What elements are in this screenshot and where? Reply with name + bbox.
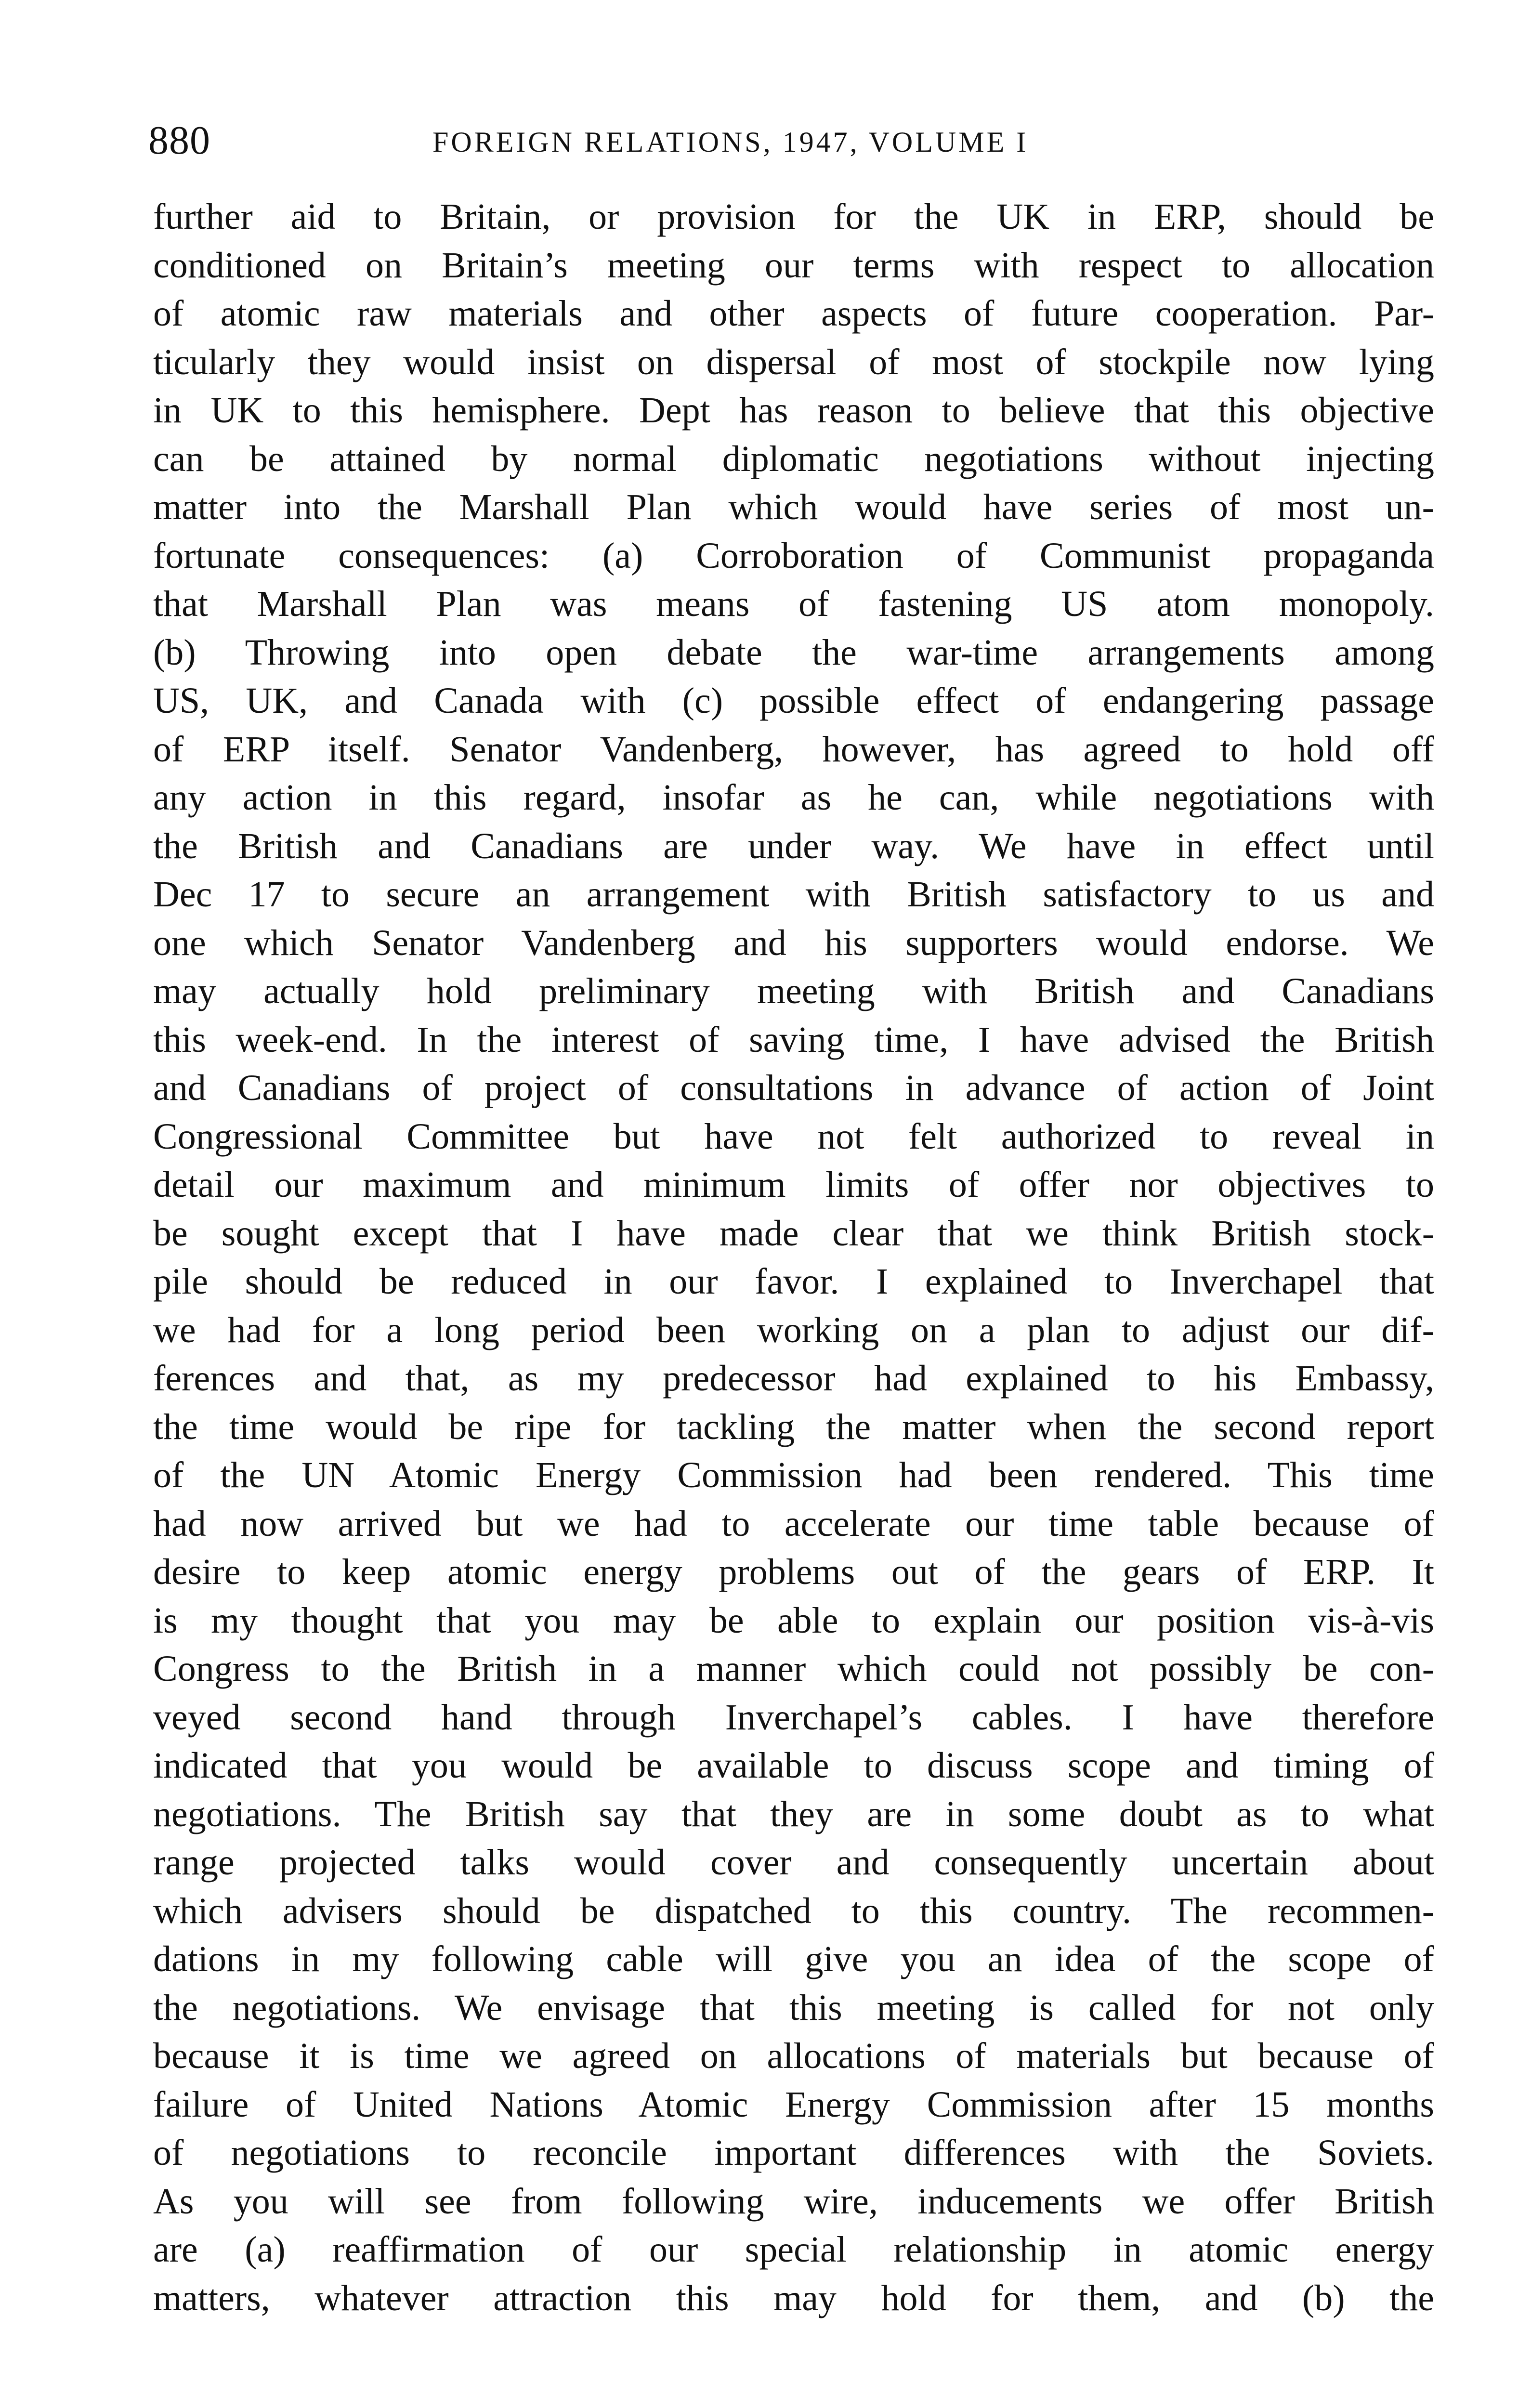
text-line: any action in this regard, insofar as he can, while negotiations with: [153, 777, 1434, 818]
text-line: of the UN Atomic Energy Commission had been rendered. This time: [153, 1455, 1434, 1495]
text-line: of ERP itself. Senator Vandenberg, however, has agreed to hold off: [153, 729, 1434, 770]
text-line: is my thought that you may be able to explain our position vis-à-vis: [153, 1600, 1434, 1641]
text-line: the time would be ripe for tackling the matter when the second report: [153, 1406, 1434, 1447]
text-line: As you will see from following wire, inducements we offer British: [153, 2181, 1434, 2222]
text-line: veyed second hand through Inverchapel’s cables. I have therefore: [153, 1697, 1434, 1738]
text-line: fortunate consequences: (a) Corroboration of Communist propaganda: [153, 535, 1434, 576]
text-line: this week-end. In the interest of saving time, I have advised the British: [153, 1019, 1434, 1060]
text-line: in UK to this hemisphere. Dept has reason to believe that this objective: [153, 390, 1434, 431]
text-line: dations in my following cable will give you an idea of the scope of: [153, 1939, 1434, 1979]
text-line: Dec 17 to secure an arrangement with British satisfactory to us and: [153, 874, 1434, 915]
text-line: ferences and that, as my predecessor had explained to his Embassy,: [153, 1358, 1434, 1399]
text-line: desire to keep atomic energy problems out of the gears of ERP. It: [153, 1552, 1434, 1592]
text-line: further aid to Britain, or provision for the UK in ERP, should be: [153, 196, 1434, 237]
text-line: of atomic raw materials and other aspects of future cooperation. Par-: [153, 293, 1434, 334]
text-line: be sought except that I have made clear that we think British stock-: [153, 1213, 1434, 1254]
text-line: Congressional Committee but have not felt authorized to reveal in: [153, 1116, 1434, 1157]
text-line: (b) Throwing into open debate the war-time arrangements among: [153, 632, 1434, 673]
text-line: which advisers should be dispatched to this country. The recommen-: [153, 1890, 1434, 1931]
text-line: that Marshall Plan was means of fastening US atom monopoly.: [153, 584, 1434, 624]
text-line: ticularly they would insist on dispersal of most of stockpile now lying: [153, 341, 1434, 382]
text-line: because it is time we agreed on allocations of materials but because of: [153, 2036, 1434, 2076]
running-head: [148, 112, 1434, 170]
text-line: we had for a long period been working on a plan to adjust our dif-: [153, 1309, 1434, 1350]
text-line: of negotiations to reconcile important differences with the Soviets.: [153, 2133, 1434, 2173]
text-line: negotiations. The British say that they are in some doubt as to what: [153, 1793, 1434, 1834]
text-line: and Canadians of project of consultations in advance of action of Joint: [153, 1068, 1434, 1108]
text-line: range projected talks would cover and consequently uncertain about: [153, 1842, 1434, 1883]
text-line: had now arrived but we had to accelerate our time table because of: [153, 1503, 1434, 1544]
running-head-title: FOREIGN RELATIONS, 1947, VOLUME I: [432, 126, 1029, 158]
text-line: matters, whatever attraction this may hold for them, and (b) the: [153, 2277, 1434, 2318]
text-line: conditioned on Britain’s meeting our terms with respect to allocation: [153, 245, 1434, 286]
text-line: failure of United Nations Atomic Energy Commission after 15 months: [153, 2084, 1434, 2125]
page-number: 880: [148, 118, 210, 163]
text-line: indicated that you would be available to discuss scope and timing of: [153, 1745, 1434, 1786]
text-line: matter into the Marshall Plan which would have series of most un-: [153, 487, 1434, 527]
text-line: the negotiations. We envisage that this meeting is called for not only: [153, 1987, 1434, 2028]
text-line: may actually hold preliminary meeting with British and Canadians: [153, 971, 1434, 1011]
text-line: one which Senator Vandenberg and his supporters would endorse. We: [153, 922, 1434, 963]
text-line: are (a) reaffirmation of our special relationship in atomic energy: [153, 2229, 1434, 2270]
text-line: pile should be reduced in our favor. I explained to Inverchapel that: [153, 1261, 1434, 1302]
text-line: can be attained by normal diplomatic negotiations without injecting: [153, 438, 1434, 479]
text-line: US, UK, and Canada with (c) possible effect of endangering passage: [153, 681, 1434, 721]
text-line: the British and Canadians are under way. We have in effect until: [153, 825, 1434, 866]
text-line: Congress to the British in a manner which could not possibly be con-: [153, 1649, 1434, 1689]
body-text: [153, 193, 1434, 2322]
text-line: detail our maximum and minimum limits of offer nor objectives to: [153, 1165, 1434, 1205]
